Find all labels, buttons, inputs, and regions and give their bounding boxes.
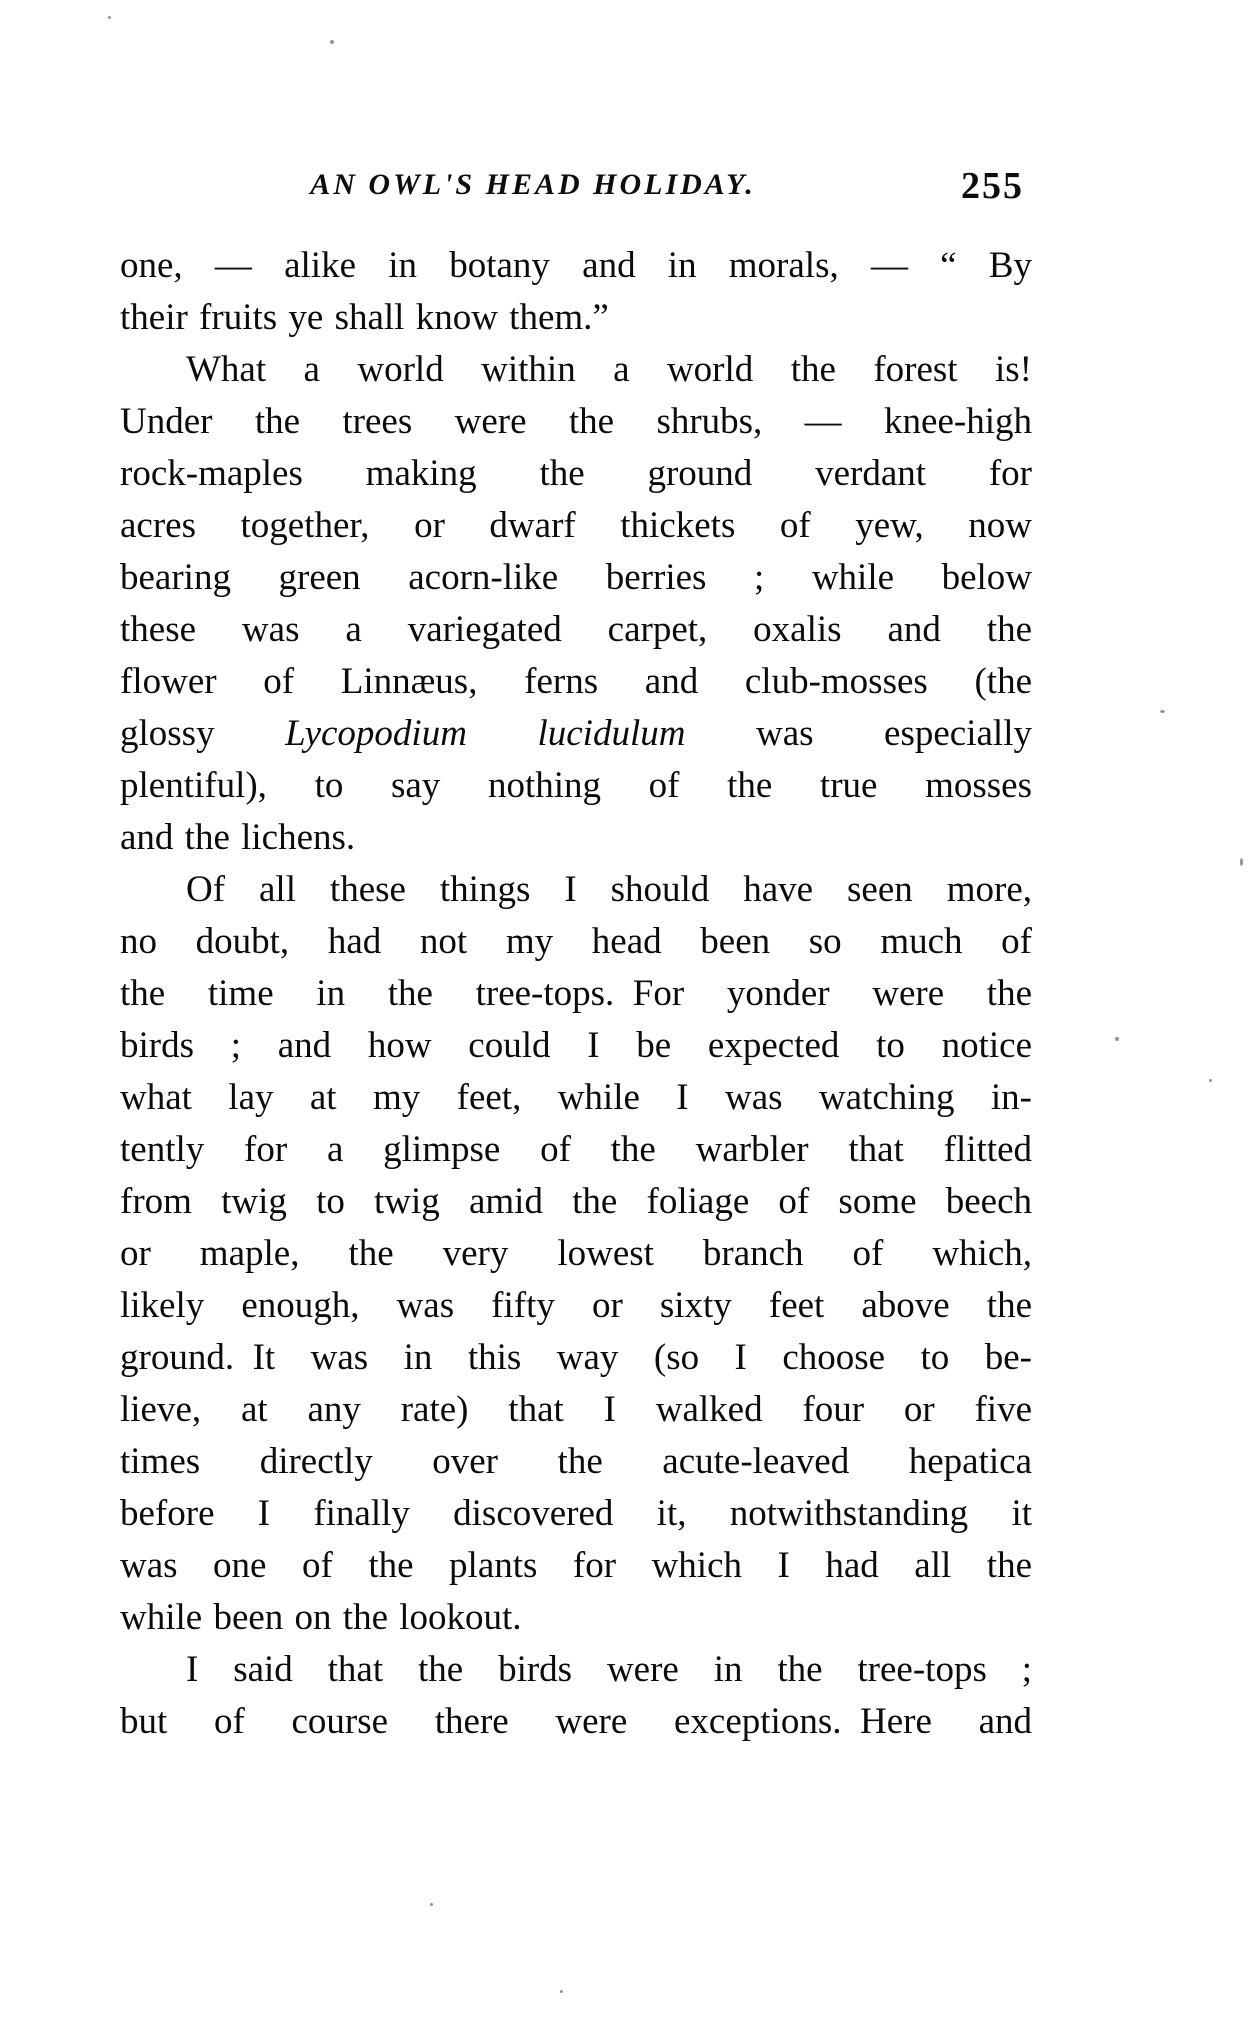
text-segment: was one of the plants for which I had all the [120, 1545, 1032, 1586]
text-segment: flower of Linnæus, ferns and club-mosses (the [120, 661, 1032, 702]
text-segment: times directly over the acute-leaved hepatica [120, 1441, 1032, 1482]
text-line [120, 448, 1032, 500]
text-line [120, 1124, 1032, 1176]
scan-speck [1209, 1079, 1212, 1082]
text-line [120, 1280, 1032, 1332]
text-segment: and the lichens. [120, 817, 356, 858]
text-line [120, 656, 1032, 708]
text-line [120, 1488, 1032, 1540]
text-segment: plentiful), to say nothing of the true mosses [120, 765, 1032, 806]
text-line [120, 1176, 1032, 1228]
scan-speck [330, 40, 334, 44]
text-line [120, 240, 1032, 292]
text-segment: their fruits ye shall know them.” [120, 297, 609, 338]
scan-speck [1160, 710, 1165, 713]
text-line [120, 396, 1032, 448]
page-number: 255 [961, 165, 1024, 207]
text-line [120, 344, 1032, 396]
text-segment: glossy [120, 713, 286, 754]
text-segment: What a world within a world the forest is! [186, 349, 1032, 390]
text-segment: the time in the tree-tops. For yonder were the [120, 973, 1032, 1014]
text-segment: these was a variegated carpet, oxalis and the [120, 609, 1032, 650]
scan-speck [1115, 1037, 1119, 1041]
paragraph [120, 1644, 1032, 1748]
scan-speck [108, 16, 111, 19]
text-segment: lieve, at any rate) that I walked four or five [120, 1389, 1032, 1430]
text-line [120, 1332, 1032, 1384]
text-segment: before I finally discovered it, notwithstanding it [120, 1493, 1032, 1534]
text-line [120, 864, 1032, 916]
text-segment: one, — alike in botany and in morals, — “ By [120, 245, 1032, 286]
text-line [120, 1020, 1032, 1072]
paragraph [120, 344, 1032, 864]
text-line [120, 1384, 1032, 1436]
text-line [120, 812, 1032, 864]
text-segment: while been on the lookout. [120, 1597, 522, 1638]
text-segment: bearing green acorn-like berries ; while below [120, 557, 1032, 598]
text-line [120, 500, 1032, 552]
text-line [120, 1696, 1032, 1748]
text-segment: I said that the birds were in the tree-tops ; [186, 1649, 1032, 1690]
text-segment: rock-maples making the ground verdant for [120, 453, 1032, 494]
text-line [120, 1436, 1032, 1488]
text-segment: likely enough, was fifty or sixty feet above the [120, 1285, 1032, 1326]
text-line [120, 604, 1032, 656]
paragraph [120, 864, 1032, 1644]
text-segment: what lay at my feet, while I was watching in- [120, 1077, 1032, 1118]
text-segment: acres together, or dwarf thickets of yew, now [120, 505, 1032, 546]
text-line [120, 1072, 1032, 1124]
text-segment: tently for a glimpse of the warbler that flitted [120, 1129, 1032, 1170]
scan-speck [1240, 858, 1243, 866]
text-line [120, 760, 1032, 812]
text-line [120, 1540, 1032, 1592]
text-line [120, 552, 1032, 604]
text-segment: from twig to twig amid the foliage of some beech [120, 1181, 1032, 1222]
latin-species-name: Lycopodium lucidulum [285, 713, 686, 754]
text-line [120, 916, 1032, 968]
scan-speck [430, 1903, 433, 1906]
text-line [120, 1228, 1032, 1280]
text-segment: was especially [685, 713, 1032, 754]
text-segment: but of course there were exceptions. Here and [120, 1701, 1032, 1742]
text-block [120, 240, 1032, 1748]
text-segment: ground. It was in this way (so I choose to be- [120, 1337, 1032, 1378]
text-line [120, 708, 1032, 760]
text-line [120, 1644, 1032, 1696]
text-line [120, 292, 1032, 344]
scan-speck [560, 1990, 563, 1993]
text-segment: or maple, the very lowest branch of which, [120, 1233, 1032, 1274]
text-segment: no doubt, had not my head been so much of [120, 921, 1032, 962]
text-segment: Of all these things I should have seen more, [186, 869, 1032, 910]
text-line [120, 968, 1032, 1020]
paragraph [120, 240, 1032, 344]
text-segment: Under the trees were the shrubs, — knee-high [120, 401, 1032, 442]
text-segment: birds ; and how could I be expected to notice [120, 1025, 1032, 1066]
running-head [120, 165, 1032, 212]
running-head-title: AN OWL'S HEAD HOLIDAY. [310, 168, 756, 201]
text-line [120, 1592, 1032, 1644]
